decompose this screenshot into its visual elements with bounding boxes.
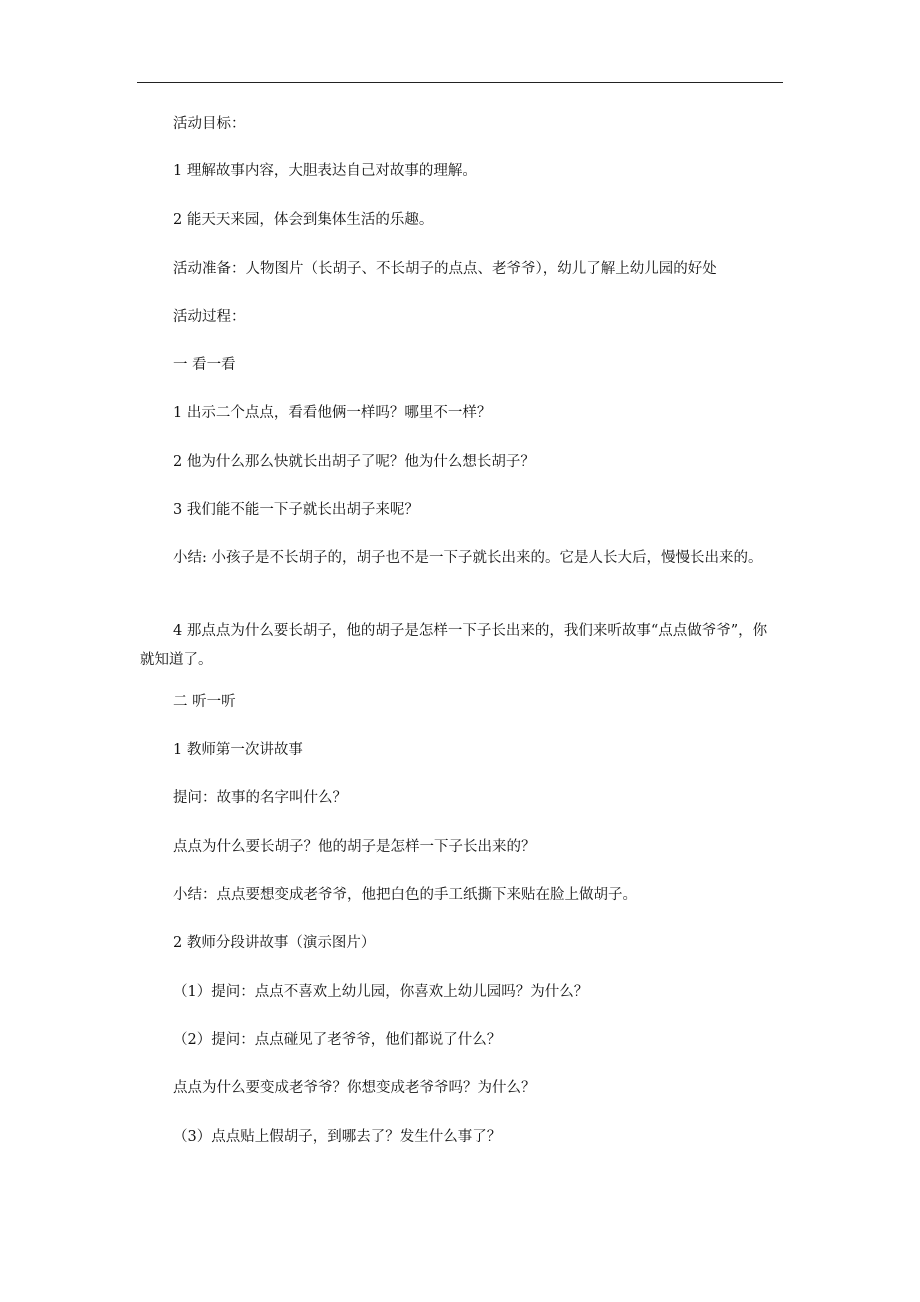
section-heading-process: 活动过程： — [173, 309, 246, 325]
sub-question-3: （3）点点贴上假胡子，到哪去了？发生什么事了？ — [173, 1129, 502, 1145]
step-heading-look: 一 看一看 — [173, 357, 236, 373]
question-why-beard: 点点为什么要长胡子？他的胡子是怎样一下子长出来的？ — [173, 839, 536, 855]
goal-item-1: 1 理解故事内容，大胆表达自己对故事的理解。 — [173, 163, 477, 179]
look-item-4-paragraph: 4 那点点为什么要长胡子，他的胡子是怎样一下子长出来的，我们来听故事“点点做爷爷”，你就知道了。 — [140, 623, 768, 668]
look-item-2: 2 他为什么那么快就长出胡子了呢？他为什么想长胡子？ — [173, 454, 535, 470]
listen-item-2: 2 教师分段讲故事（演示图片） — [173, 935, 376, 951]
step-heading-listen: 二 听一听 — [173, 694, 236, 710]
sub-question-1: （1）提问：点点不喜欢上幼儿园，你喜欢上幼儿园吗？为什么？ — [173, 984, 589, 1000]
summary-line-2: 小结：点点要想变成老爷爷，他把白色的手工纸撕下来贴在脸上做胡子。 — [173, 887, 637, 903]
section-heading-goals: 活动目标： — [173, 116, 246, 132]
follow-up-question: 点点为什么要变成老爷爷？你想变成老爷爷吗？为什么？ — [173, 1080, 536, 1096]
sub-question-2: （2）提问：点点碰见了老爷爷，他们都说了什么？ — [173, 1032, 502, 1048]
look-item-3: 3 我们能不能一下子就长出胡子来呢？ — [173, 502, 419, 518]
summary-paragraph-1: 小结: 小孩子是不长胡子的，胡子也不是一下子就长出来的。它是人长大后，慢慢长出来的。 — [173, 550, 763, 566]
goal-item-2: 2 能天天来园，体会到集体生活的乐趣。 — [173, 212, 434, 228]
preparation-line: 活动准备：人物图片（长胡子、不长胡子的点点、老爷爷），幼儿了解上幼儿园的好处 — [173, 261, 717, 277]
look-item-1: 1 出示二个点点，看看他俩一样吗？哪里不一样？ — [173, 405, 492, 421]
header-rule — [137, 82, 783, 83]
listen-item-1: 1 教师第一次讲故事 — [173, 742, 303, 758]
question-story-name: 提问：故事的名字叫什么？ — [173, 790, 347, 806]
